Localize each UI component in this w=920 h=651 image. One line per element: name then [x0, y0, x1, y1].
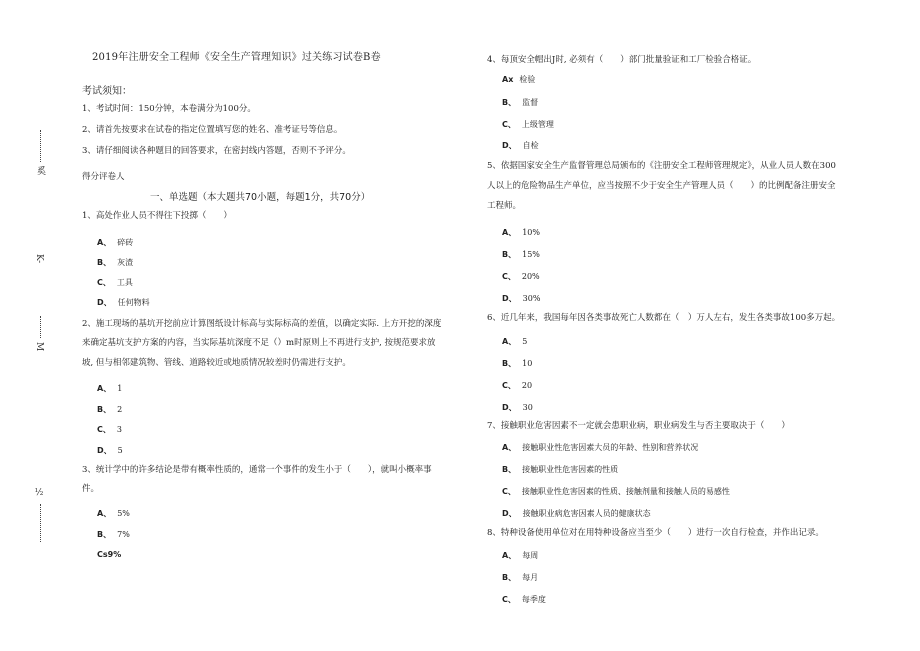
option-letter: B、: [502, 359, 517, 368]
option: [502, 97, 538, 108]
seal-line-dots: [40, 130, 42, 162]
option: [97, 508, 130, 519]
question-stem: 来确定基坑支护方案的内容，当实际基坑深度不足（）m时原则上不再进行支护, 按规范要求放: [82, 338, 436, 348]
binding-margin: [28, 130, 58, 550]
option-letter: D、: [502, 509, 517, 518]
notice-item: 2、请首先按要求在试卷的指定位置填写您的姓名、准考证号等信息。: [82, 125, 343, 135]
question-stem: 7、接触职业危害因素不一定就会患职业病，职业病发生与否主要取决于（ ）: [487, 421, 790, 431]
option-text: 每季度: [521, 595, 546, 604]
option-letter: B、: [97, 530, 112, 539]
option-text: 每月: [522, 573, 539, 582]
section-heading: 一、单选题（本大题共70小题，每题1分，共70分）: [150, 192, 371, 203]
option: [502, 227, 540, 238]
option-letter: C、: [502, 487, 516, 496]
option-letter: C、: [502, 120, 516, 129]
option-letter: A、: [97, 509, 112, 518]
option: [502, 74, 535, 85]
score-box-label: 得分评卷人: [82, 172, 125, 182]
option-text: 碎砖: [117, 238, 134, 247]
notice-item: 3、请仔细阅读各种题目的回答要求，在密封线内答题，否则不予评分。: [82, 146, 351, 156]
question-stem: 3、统计学中的许多结论是带有概率性质的，通常一个事件的发生小于（ ），就叫小概率事: [82, 465, 432, 475]
option-text: 1: [117, 384, 123, 393]
question-stem: 4、每顶安全帽出J时, 必须有（ ）部门批量验证和工厂检验合格证。: [487, 55, 757, 65]
option-letter: D、: [502, 141, 517, 150]
option-text: 检验: [519, 75, 536, 84]
option: [502, 140, 539, 151]
option-letter: A、: [502, 443, 517, 452]
option-text: 接触职业病危害因素人员的健康状态: [522, 509, 651, 518]
option: [97, 277, 133, 288]
option: [97, 550, 127, 559]
option: [502, 249, 540, 260]
option-text: 20%: [521, 272, 540, 281]
option-text: 15%: [522, 250, 540, 259]
option-text: 5: [522, 337, 528, 346]
margin-mark: 奚: [35, 166, 45, 175]
question-stem: 人以上的危险物品生产单位，应当按照不少于安全生产管理人员（ ）的比例配备注册安全: [487, 181, 836, 191]
option: [97, 445, 123, 456]
option: [97, 529, 130, 540]
option: [502, 380, 532, 391]
question-stem: 5、依据国家安全生产监督管理总局颁布的《注册安全工程师管理规定》，从业人员人数在300: [487, 161, 836, 171]
option-letter: B、: [502, 98, 517, 107]
option: [97, 237, 133, 248]
option-letter: D、: [97, 446, 112, 455]
option: [502, 464, 618, 475]
option-letter: C、: [502, 381, 516, 390]
option-text: 3: [116, 425, 122, 434]
option-text: 任何物料: [117, 298, 150, 307]
option: [502, 402, 533, 413]
option: [97, 424, 122, 435]
option-text: 5: [117, 446, 123, 455]
option-text: 工具: [116, 278, 133, 287]
notice-item: 1、考试时间：150分钟，本卷满分为100分。: [82, 104, 256, 114]
question-stem: 工程师。: [487, 201, 522, 211]
option-letter: D、: [502, 403, 517, 412]
option-letter: B、: [502, 250, 517, 259]
question-stem: 6、近几年来，我国每年因各类事故死亡人数都在（ ）万人左右，发生各类事故100多万起。: [487, 313, 841, 323]
margin-mark: ½: [34, 488, 44, 498]
seal-line-dots: [40, 316, 42, 338]
option-text: 10: [522, 359, 533, 368]
option-letter: C、: [502, 272, 516, 281]
option: [502, 336, 527, 347]
option: [502, 271, 540, 282]
option-text: 20: [521, 381, 533, 390]
option: [97, 404, 122, 415]
option-letter: C、: [502, 595, 516, 604]
option-text: 2: [117, 405, 123, 414]
option: [502, 550, 538, 561]
option-letter: C、: [97, 425, 111, 434]
option-text: 监督: [522, 98, 539, 107]
option: [502, 572, 538, 583]
seal-line-dots: [40, 504, 42, 542]
option-text: 上级管理: [521, 120, 554, 129]
option-text: 7%: [117, 530, 130, 539]
option-letter: B、: [502, 465, 517, 474]
option: [502, 508, 651, 519]
option-text: 30: [522, 403, 533, 412]
margin-mark: K-: [34, 254, 44, 264]
option: [502, 293, 540, 304]
option-text: 30%: [522, 294, 541, 303]
option-letter: A、: [502, 228, 517, 237]
option-letter: C、: [97, 278, 111, 287]
option-text: 接触职业性危害因素的性质: [522, 465, 619, 474]
option: [97, 297, 150, 308]
question-stem: 2、施工现场的基坑开挖前应计算图纸设计标高与实际标高的差值，以确定实际. 上方开挖的深度: [82, 319, 442, 329]
option: [97, 383, 122, 394]
option-text: 接触职业性危害因素的性质、接触剂量和接触人员的易感性: [521, 487, 730, 496]
option: [502, 486, 730, 497]
exam-title: 2019年注册安全工程师《安全生产管理知识》过关练习试卷B卷: [92, 52, 381, 63]
option-text: 5%: [117, 509, 130, 518]
option: [502, 442, 698, 453]
option: [502, 594, 546, 605]
option-letter: A、: [97, 238, 112, 247]
option-text: 接触职业性危害因素大员的年龄、性别和营养状况: [522, 443, 699, 452]
margin-mark: M: [34, 342, 44, 352]
option-letter: Ax: [502, 75, 514, 84]
option: [502, 358, 532, 369]
option-letter: B、: [502, 573, 517, 582]
option-text: 每周: [522, 551, 539, 560]
question-stem: 8、特种设备使用单位对在用特种设备应当至少（ ）进行一次自行检查，并作出记录。: [487, 528, 824, 538]
option-text: 自检: [522, 141, 539, 150]
option: [502, 119, 554, 130]
option-letter: A、: [97, 384, 112, 393]
question-stem: 1、高处作业人员不得往下投掷（ ）: [82, 211, 232, 221]
option-letter: A、: [502, 551, 517, 560]
option-letter: Cs9%: [97, 550, 122, 559]
notice-heading: 考试须知：: [82, 86, 132, 97]
option: [97, 257, 133, 268]
option-letter: B、: [97, 405, 112, 414]
option-letter: B、: [97, 258, 112, 267]
option-letter: D、: [502, 294, 517, 303]
question-stem: 件。: [82, 484, 100, 494]
question-stem: 坡, 但与相邻建筑物、管线、道路较近或地质情况较差时仍需进行支护。: [82, 358, 351, 368]
option-text: 10%: [522, 228, 540, 237]
option-text: 灰渣: [117, 258, 134, 267]
option-letter: D、: [97, 298, 112, 307]
option-letter: A、: [502, 337, 517, 346]
